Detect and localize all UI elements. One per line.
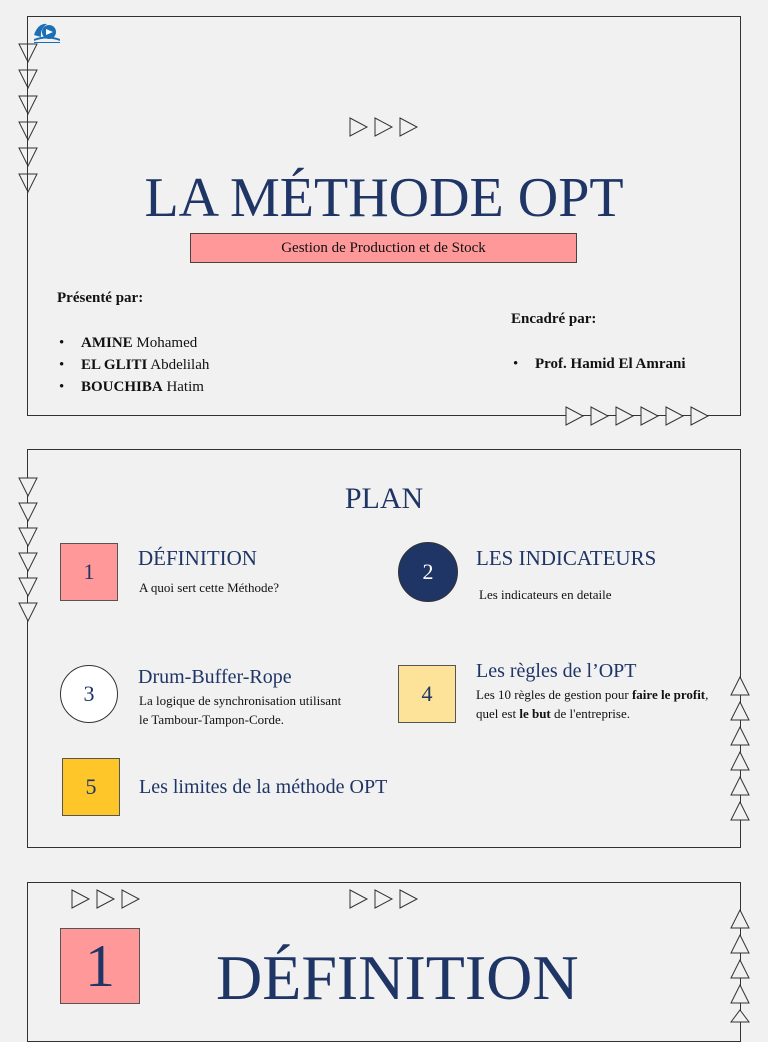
plan-number-2: 2 — [398, 542, 458, 602]
plan-number-5: 5 — [62, 758, 120, 816]
plan-desc-3: La logique de synchronisation utilisant le Tambour-Tampon-Corde. — [139, 693, 342, 727]
plan-desc-2: Les indicateurs en detaile — [479, 587, 612, 602]
plan-heading-3[interactable]: Drum-Buffer-Rope — [138, 666, 292, 688]
presenters-list — [57, 332, 209, 398]
section-number: 1 — [60, 928, 140, 1004]
decor-triangles-top-center — [348, 888, 420, 915]
triangle-up-icon — [729, 908, 751, 1024]
supervised-by-label: Encadré par: — [511, 311, 597, 327]
triangle-right-icon — [564, 405, 712, 427]
decor-triangles-right — [729, 675, 751, 825]
decor-triangles-top-left — [70, 888, 142, 915]
triangle-right-icon — [348, 116, 420, 138]
plan-desc-1: A quoi sert cette Méthode? — [139, 580, 280, 595]
presenter-item: • AMINE Mohamed — [57, 332, 209, 354]
plan-number-1: 1 — [60, 543, 118, 601]
decor-triangles-right — [729, 908, 751, 1024]
presenter-item: • EL GLITI Abdelilah — [57, 354, 209, 376]
subtitle-box — [190, 233, 577, 263]
subtitle-text: Gestion de Production et de Stock — [281, 239, 486, 256]
triangle-right-icon — [348, 888, 420, 910]
presenter-item: • BOUCHIBA Hatim — [57, 376, 209, 398]
presentation-title: LA MÉTHODE OPT — [144, 167, 624, 229]
plan-heading-2[interactable]: LES INDICATEURS — [476, 546, 657, 570]
triangle-up-icon — [729, 675, 751, 825]
plan-number-3: 3 — [60, 665, 118, 723]
triangle-right-icon — [70, 888, 142, 910]
plan-heading-4[interactable]: Les règles de l’OPT — [476, 660, 637, 682]
decor-triangles-top — [348, 116, 420, 143]
plan-heading-1[interactable]: DÉFINITION — [138, 546, 257, 570]
decor-triangles-bottom — [564, 405, 712, 432]
presented-by-label: Présenté par: — [57, 290, 144, 306]
plan-heading-5[interactable]: Les limites de la méthode OPT — [139, 776, 388, 798]
section-title: DÉFINITION — [216, 942, 579, 1013]
supervisor-list — [511, 353, 686, 375]
plan-desc-4: Les 10 règles de gestion pour faire le profit, quel est le but de l'entreprise. — [476, 687, 709, 721]
plan-title: PLAN — [344, 482, 424, 515]
supervisor-item: • Prof. Hamid El Amrani — [511, 353, 686, 375]
plan-number-4: 4 — [398, 665, 456, 723]
